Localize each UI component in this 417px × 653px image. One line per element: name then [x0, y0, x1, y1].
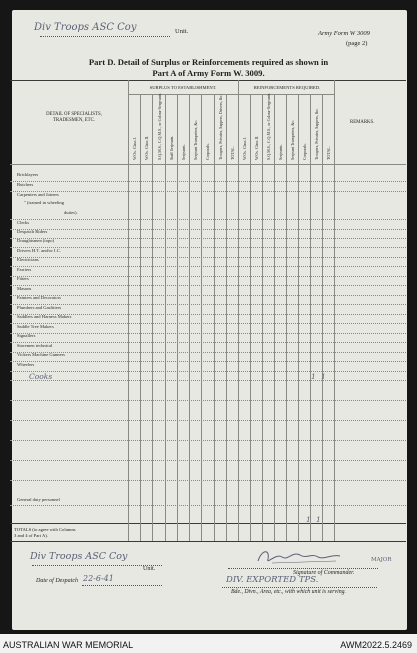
surplus-column-header: Troopers, Privates, Sappers, Drivers, &c. — [217, 94, 223, 160]
reinf-col-divider — [286, 94, 287, 541]
blank-row-divider — [10, 420, 406, 421]
blank-row-divider — [10, 505, 406, 506]
table-row-divider — [10, 266, 406, 267]
surplus-column-header: TOTAL. — [229, 146, 235, 160]
surplus-col-divider — [165, 94, 166, 541]
surplus-col-divider — [226, 94, 227, 541]
table-row-divider — [10, 276, 406, 277]
table-row-divider — [10, 342, 406, 343]
form-title: Army Form W 3009 — [318, 30, 370, 37]
signature-rank: MAJOR — [371, 557, 392, 563]
part-title-line2: Part A of Army Form W. 3009. — [152, 68, 265, 78]
surplus-column-header: Serjeant Trumpeters, &c. — [193, 119, 199, 160]
footer-unit-handwritten: Div Troops ASC Coy — [30, 551, 128, 562]
caption-bar — [0, 636, 417, 653]
trade-row-label: Clerks — [17, 220, 29, 225]
surplus-column-header: Serjeants. — [181, 144, 186, 160]
trade-row-label: Fitters — [17, 276, 29, 281]
trade-row-label: Vickers Machine Gunners — [17, 352, 65, 357]
formation-value: DIV. EXPORTED TPS. — [226, 575, 319, 585]
trade-row-label: Masons — [17, 286, 32, 291]
table-row-divider — [10, 257, 406, 258]
surplus-column-header: Corporals. — [205, 143, 211, 160]
reinforcement-column-header: W.Os. Class II. — [254, 135, 259, 160]
surplus-col-divider — [140, 94, 141, 541]
blank-row-divider — [10, 480, 406, 481]
reinf-col-divider — [274, 94, 275, 541]
caption-left: AUSTRALIAN WAR MEMORIAL — [3, 640, 134, 650]
reinforcement-column-header: Serjeants. — [278, 144, 283, 160]
surplus-col-divider — [201, 94, 202, 541]
date-value: 22-6-41 — [83, 574, 114, 583]
detail-header: DETAIL OF SPECIALISTS, TRADESMEN, ETC. — [46, 112, 102, 123]
reinforcements-header: REINFORCEMENTS REQUIRED. — [253, 85, 321, 90]
totals-mark-1: 1 — [306, 515, 311, 524]
trade-row-label: Wheelers — [17, 362, 35, 367]
table-row-divider — [10, 304, 406, 305]
commander-signature — [252, 545, 347, 567]
table-row-divider — [10, 219, 406, 220]
reinf-col-divider — [310, 94, 311, 541]
reinf-col-divider — [322, 94, 323, 541]
reinforcement-column-header: S.Q.M.S., C.Q.M.S., or Colour-Sergeants — [266, 93, 271, 160]
blank-row-divider — [10, 380, 406, 381]
trade-row-label: Painters and Decorators — [17, 295, 61, 300]
surplus-col-divider — [177, 94, 178, 541]
table-row-divider — [10, 295, 406, 296]
blank-row-divider — [10, 460, 406, 461]
surplus-header: SURPLUS TO ESTABLISHMENT. — [149, 85, 217, 90]
reinf-col-divider — [262, 94, 263, 541]
footer-unit-label: Unit. — [143, 566, 156, 572]
table-row-divider — [10, 238, 406, 239]
trade-row-label: Saddle Tree Makers — [17, 324, 54, 329]
page-note: (page 2) — [346, 40, 368, 47]
table-row-divider — [10, 181, 406, 182]
reinforcement-column-header: TOTAL. — [326, 146, 331, 160]
signature-label: Signature of Commander. — [293, 570, 355, 576]
remarks-header: REMARKS. — [350, 120, 375, 125]
trade-row-label: Plumbers and Gasfitters — [17, 305, 62, 310]
trade-row-label: Saddlers and Harness Makers — [17, 314, 72, 319]
trade-row-label: Bricklayers — [17, 172, 39, 177]
caption-right: AWM2022.5.2469 — [340, 640, 412, 650]
table-row-divider — [10, 247, 406, 248]
trade-row-label: Draughtsmen (topo) — [17, 238, 55, 243]
trade-row-label: Carpenters and Joiners — [17, 192, 59, 197]
trade-row-label: " (trained in wheeling — [24, 200, 65, 205]
reinforcement-column-header: W.Os. Class I. — [242, 137, 247, 160]
reinforcement-column-header: Serjeant Trumpeters, &c. — [290, 119, 295, 160]
table-row-divider — [10, 352, 406, 353]
trade-row-label: Butchers — [17, 182, 34, 187]
formation-line — [222, 587, 377, 588]
table-row-divider — [10, 285, 406, 286]
surplus-column-header: W.Os. Class II. — [144, 135, 150, 160]
table-row-divider — [10, 229, 406, 230]
table-row-divider — [10, 371, 406, 372]
trade-row-label: Storemen technical — [17, 343, 53, 348]
surplus-column-header: Staff Serjeants. — [168, 135, 174, 160]
date-label: Date of Despatch — [36, 578, 78, 584]
blank-row-divider — [10, 400, 406, 401]
table-row-divider — [10, 314, 406, 315]
table-row-divider — [10, 323, 406, 324]
part-title-line1: Part D. Detail of Surplus or Reinforcements required as shown in — [88, 57, 329, 67]
surplus-column-header: W.Os. Class I. — [132, 137, 138, 160]
blank-row-divider — [10, 440, 406, 441]
cooks-handwritten: Cooks — [29, 372, 53, 381]
totals-label-line2: 3 and 4 of Part A). — [14, 533, 48, 538]
trade-row-label: Drivers H.T. and/or I.C. — [17, 248, 61, 253]
trade-row-label: Electricians — [17, 257, 39, 262]
surplus-column-header: S.Q.M.S., C.Q.M.S., or Colour-Sergeants — [156, 93, 162, 160]
reinforcement-column-header: Troopers, Privates, Sappers, &c. — [314, 108, 319, 160]
table-row-divider — [10, 333, 406, 334]
formation-label: Bde., Divn., Area, etc., with which unit is serving. — [231, 589, 346, 595]
cooks-mark-1: 1 — [311, 372, 316, 381]
surplus-col-divider — [214, 94, 215, 541]
unit-handwritten: Div Troops ASC Coy — [34, 22, 137, 33]
surplus-col-divider — [152, 94, 153, 541]
general-duty-label: General duty personnel — [17, 497, 60, 502]
trade-row-label: Farriers — [17, 267, 32, 272]
totals-label-line1: TOTALS (to agree with Columns — [14, 527, 76, 532]
cooks-mark-2: 1 — [321, 372, 326, 381]
trade-row-label: Signallers — [17, 333, 36, 338]
unit-label: Unit. — [175, 28, 189, 35]
totals-mark-2: 1 — [316, 515, 321, 524]
unit-dotted-line — [40, 36, 170, 37]
reinf-col-divider — [250, 94, 251, 541]
trade-row-label: duties). — [64, 210, 78, 215]
surplus-col-divider — [189, 94, 190, 541]
trade-row-label: Despatch Riders — [17, 229, 48, 234]
signature-line — [228, 568, 378, 569]
reinforcement-column-header: Corporals. — [302, 143, 307, 160]
table-row-divider — [10, 191, 406, 192]
table-row-divider — [10, 361, 406, 362]
date-line — [82, 585, 162, 586]
reinf-col-divider — [298, 94, 299, 541]
